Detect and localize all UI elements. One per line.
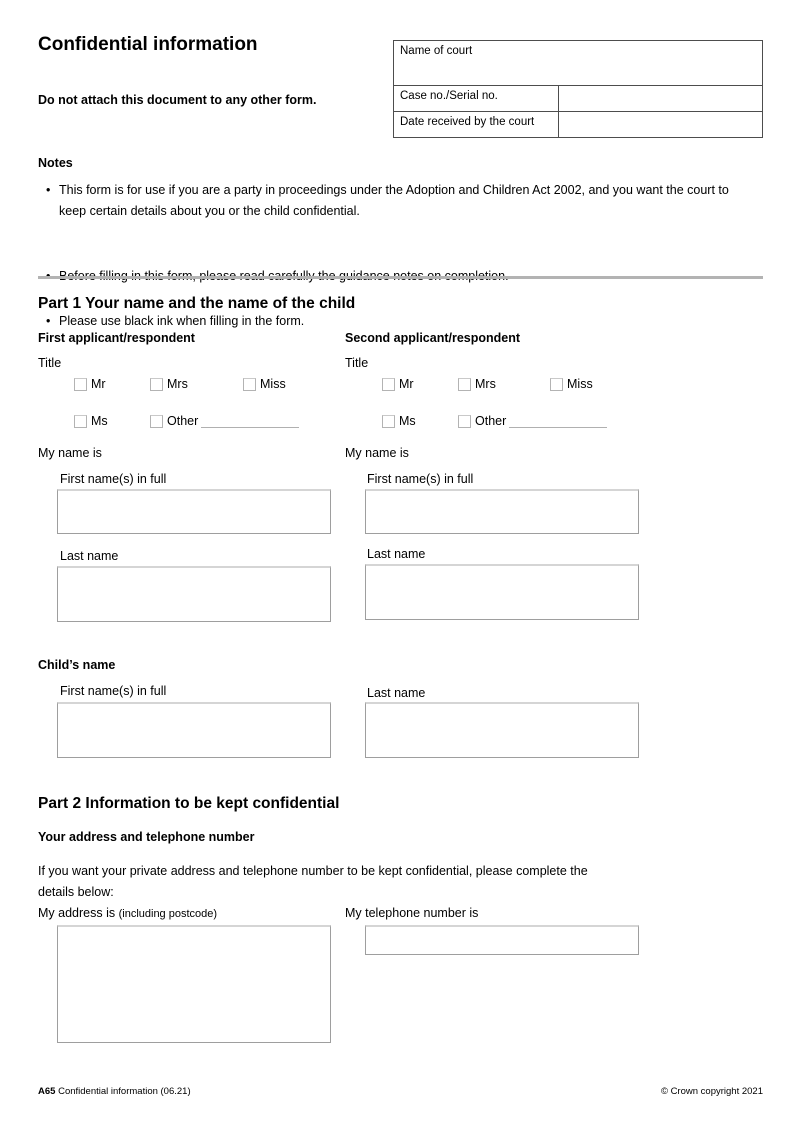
mrs-checkbox[interactable] — [150, 378, 163, 391]
miss-label: Miss — [567, 377, 593, 391]
page-title: Confidential information — [38, 34, 258, 55]
do-not-attach-warning: Do not attach this document to any other form. — [38, 93, 317, 107]
first-applicant-last-name-field[interactable] — [57, 566, 331, 622]
second-applicant-title-mrs[interactable] — [458, 377, 496, 391]
second-applicant-title-label: Title — [345, 356, 369, 370]
other-write-line[interactable] — [509, 415, 607, 428]
section-divider — [38, 276, 763, 279]
second-applicant-my-name-label: My name is — [345, 446, 409, 460]
other-label: Other — [475, 414, 507, 428]
first-applicant-title-miss[interactable] — [243, 377, 286, 391]
ms-checkbox[interactable] — [74, 415, 87, 428]
second-applicant-first-name-label: First name(s) in full — [367, 472, 474, 486]
other-write-line[interactable] — [201, 415, 299, 428]
ms-checkbox[interactable] — [382, 415, 395, 428]
telephone-label: My telephone number is — [345, 906, 479, 920]
form-code: A65 — [38, 1086, 56, 1097]
second-applicant-title-miss[interactable] — [550, 377, 593, 391]
mrs-label: Mrs — [167, 377, 188, 391]
form-title-footer: Confidential information (06.21) — [58, 1086, 191, 1097]
name-of-court-label: Name of court — [400, 45, 473, 57]
case-no-label: Case no./Serial no. — [394, 85, 559, 111]
miss-checkbox[interactable] — [243, 378, 256, 391]
footer-form-reference — [38, 1086, 191, 1097]
child-first-name-label: First name(s) in full — [60, 684, 167, 698]
note-bullet-3: • Please use black ink when filling in the form. — [46, 311, 746, 332]
first-applicant-title-mrs[interactable] — [150, 377, 188, 391]
name-of-court-row — [394, 41, 762, 85]
court-use-table — [393, 40, 763, 138]
date-received-value-cell[interactable] — [559, 111, 762, 137]
first-applicant-first-name-field[interactable] — [57, 489, 331, 534]
ms-label: Ms — [91, 414, 108, 428]
first-applicant-first-name-label: First name(s) in full — [60, 472, 167, 486]
other-checkbox[interactable] — [150, 415, 163, 428]
address-label-row — [38, 906, 217, 920]
first-applicant-heading: First applicant/respondent — [38, 331, 195, 345]
first-applicant-title-label: Title — [38, 356, 62, 370]
notes-heading: Notes — [38, 156, 73, 170]
mrs-label: Mrs — [475, 377, 496, 391]
first-applicant-title-mr[interactable] — [74, 377, 106, 391]
mr-label: Mr — [91, 377, 106, 391]
child-last-name-field[interactable] — [365, 702, 639, 758]
address-label: My address is — [38, 906, 116, 920]
second-applicant-title-ms[interactable] — [382, 414, 416, 428]
note-bullet-1: • This form is for use if you are a party in proceedings under the Adoption and Children Act 2002, and you want the court to keep certain details about you or the child confidential. — [46, 180, 746, 222]
mr-checkbox[interactable] — [74, 378, 87, 391]
miss-checkbox[interactable] — [550, 378, 563, 391]
part2-heading: Part 2 Information to be kept confidential — [38, 795, 340, 812]
name-of-court-cell[interactable] — [394, 41, 762, 85]
other-checkbox[interactable] — [458, 415, 471, 428]
address-postcode-hint: (including postcode) — [118, 908, 218, 920]
date-received-label: Date received by the court — [394, 111, 559, 137]
address-telephone-subheading: Your address and telephone number — [38, 830, 255, 844]
first-applicant-my-name-label: My name is — [38, 446, 102, 460]
other-label: Other — [167, 414, 199, 428]
second-applicant-title-other[interactable] — [458, 414, 607, 428]
child-name-heading: Child’s name — [38, 658, 116, 672]
second-applicant-heading: Second applicant/respondent — [345, 331, 521, 345]
first-applicant-title-other[interactable] — [150, 414, 299, 428]
miss-label: Miss — [260, 377, 286, 391]
second-applicant-first-name-field[interactable] — [365, 489, 639, 534]
second-applicant-last-name-label: Last name — [367, 547, 426, 561]
address-field[interactable] — [57, 925, 331, 1043]
case-no-row — [394, 85, 762, 111]
child-last-name-label: Last name — [367, 686, 426, 700]
case-no-value-cell[interactable] — [559, 85, 762, 111]
mr-label: Mr — [399, 377, 414, 391]
second-applicant-last-name-field[interactable] — [365, 564, 639, 620]
child-first-name-field[interactable] — [57, 702, 331, 758]
crown-copyright: © Crown copyright 2021 — [660, 1086, 763, 1097]
ms-label: Ms — [399, 414, 416, 428]
telephone-field[interactable] — [365, 925, 639, 955]
date-received-row — [394, 111, 762, 137]
confidential-instruction: If you want your private address and telephone number to be kept confidential, please complete the details below: — [38, 864, 588, 899]
mr-checkbox[interactable] — [382, 378, 395, 391]
first-applicant-title-ms[interactable] — [74, 414, 108, 428]
second-applicant-title-mr[interactable] — [382, 377, 414, 391]
first-applicant-last-name-label: Last name — [60, 549, 119, 563]
part1-heading: Part 1 Your name and the name of the child — [38, 295, 356, 312]
mrs-checkbox[interactable] — [458, 378, 471, 391]
